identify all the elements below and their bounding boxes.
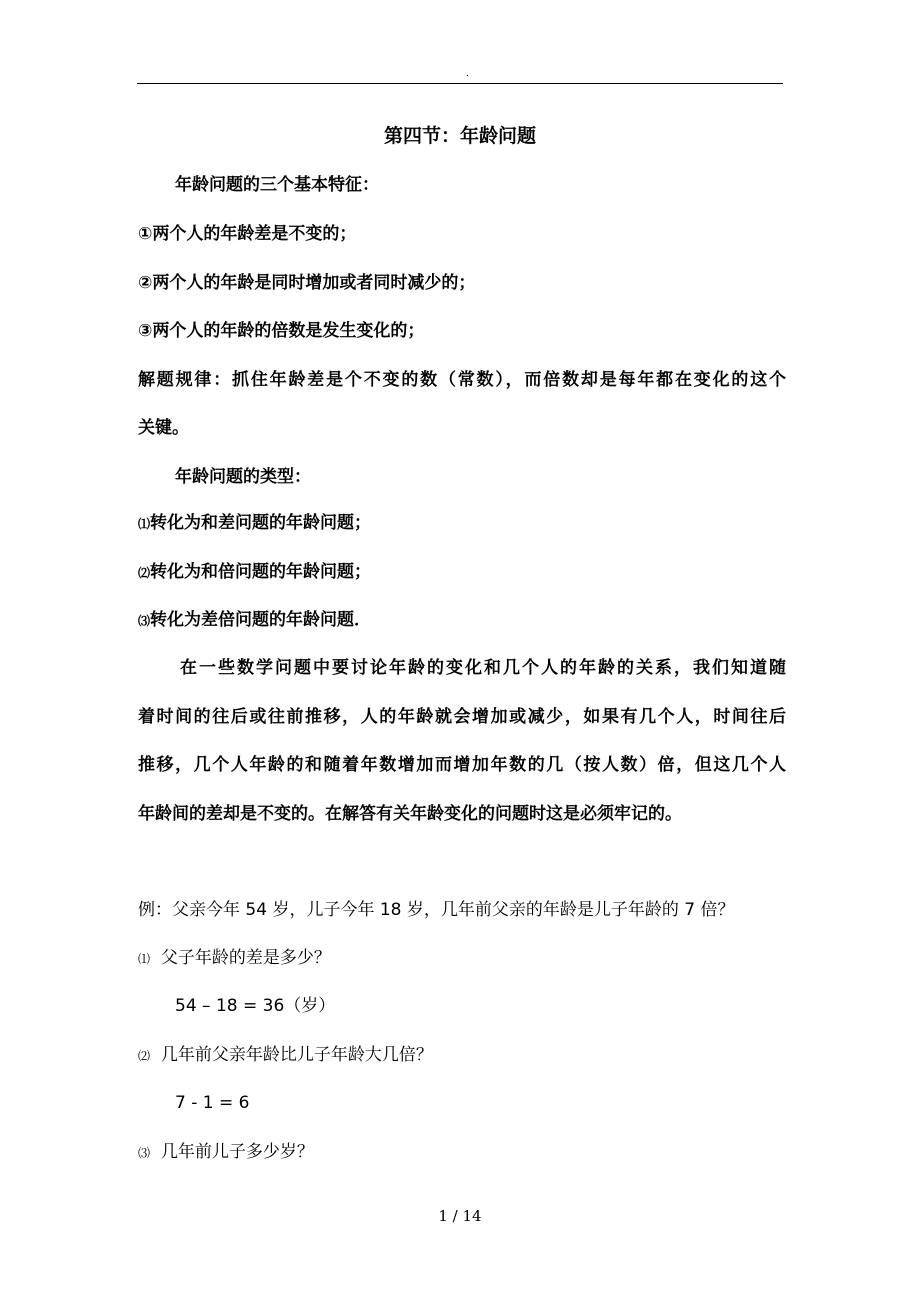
example-step-3 (138, 1139, 314, 1166)
types-heading: 年龄问题的类型： (175, 467, 311, 487)
example-question: 例：父亲今年 54 岁，儿子今年 18 岁，几年前父亲的年龄是儿子年龄的 7 倍？ (138, 900, 735, 920)
paragraph-line-3: 推移，几个人年龄的和随着年数增加而增加年数的几（按人数）倍，但这几个人 (138, 755, 786, 775)
example-step-3-num: ⑶ (138, 1146, 151, 1160)
feature-item-1: ①两个人的年龄差是不变的； (138, 224, 357, 244)
example-step-1 (138, 945, 331, 972)
example-step-2-num: ⑵ (138, 1049, 151, 1063)
example-step-1-text: 父子年龄的差是多少？ (160, 948, 331, 968)
features-heading: 年龄问题的三个基本特征： (175, 175, 379, 195)
paragraph-line-1: 在一些数学问题中要讨论年龄的变化和几个人的年龄的关系，我们知道随 (180, 658, 786, 678)
header-rule (137, 83, 783, 84)
example-step-1-answer: 54 – 18 = 36（岁） (175, 996, 336, 1016)
type-item-3 (138, 607, 371, 634)
section-title: 第四节：年龄问题 (383, 125, 536, 147)
example-step-3-text: 几年前儿子多少岁？ (160, 1142, 314, 1162)
type-item-3-text: 转化为差倍问题的年龄问题． (150, 610, 372, 630)
example-step-2 (138, 1042, 433, 1069)
header-dot: . (466, 69, 469, 79)
rule-line-1: 解题规律：抓住年龄差是个不变的数（常数），而倍数却是每年都在变化的这个 (138, 370, 786, 390)
type-item-1 (138, 510, 371, 537)
type-item-1-text: 转化为和差问题的年龄问题； (150, 513, 372, 533)
type-item-2-num: ⑵ (138, 566, 151, 580)
paragraph-line-2: 着时间的往后或往前推移，人的年龄就会增加或减少，如果有几个人，时间往后 (138, 707, 786, 727)
feature-item-3: ③两个人的年龄的倍数是发生变化的； (138, 321, 425, 341)
rule-line-2: 关键。 (138, 418, 189, 438)
type-item-2 (138, 559, 371, 586)
type-item-2-text: 转化为和倍问题的年龄问题； (150, 562, 372, 582)
type-item-1-num: ⑴ (138, 517, 151, 531)
feature-item-2: ②两个人的年龄是同时增加或者同时减少的； (138, 273, 476, 293)
paragraph-line-4: 年龄间的差却是不变的。在解答有关年龄变化的问题时这是必须牢记的。 (138, 804, 682, 824)
type-item-3-num: ⑶ (138, 614, 151, 628)
page-number: 1 / 14 (438, 1207, 482, 1225)
example-step-2-answer: 7 - 1 = 6 (175, 1093, 250, 1113)
example-step-2-text: 几年前父亲年龄比儿子年龄大几倍？ (160, 1045, 433, 1065)
example-step-1-num: ⑴ (138, 952, 151, 966)
